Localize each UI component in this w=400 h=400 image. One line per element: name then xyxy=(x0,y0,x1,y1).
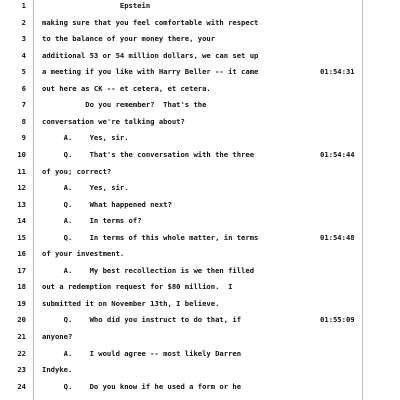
line-number: 9 xyxy=(21,133,26,143)
line-text: A. In terms of? xyxy=(42,216,142,226)
line-text: of you; correct? xyxy=(42,166,112,176)
line-number: 12 xyxy=(17,183,26,193)
transcript-line xyxy=(0,0,400,14)
timestamp: 01:54:48 xyxy=(320,232,355,242)
transcript-line xyxy=(0,147,400,163)
transcript-line xyxy=(0,230,400,246)
line-number: 16 xyxy=(17,249,26,259)
line-text: submitted it on November 13th, I believe. xyxy=(42,298,220,308)
line-number: 22 xyxy=(17,348,26,358)
transcript-line xyxy=(0,362,400,378)
line-text: out here as CK -- et cetera, et cetera. xyxy=(42,83,211,93)
transcript-line xyxy=(0,81,400,97)
line-text: Epstein xyxy=(42,1,151,10)
line-text: Q. Who did you instruct to do that, if xyxy=(42,315,242,325)
transcript-line xyxy=(0,64,400,80)
transcript-line xyxy=(0,180,400,196)
line-text: A. Yes, sir. xyxy=(42,133,129,143)
line-number: 14 xyxy=(17,216,26,226)
transcript-line xyxy=(0,114,400,130)
line-number: 23 xyxy=(17,365,26,375)
transcript-line xyxy=(0,48,400,64)
timestamp: 01:54:44 xyxy=(320,149,355,159)
line-text: A. My best recollection is we then filled xyxy=(42,265,255,275)
line-number: 10 xyxy=(17,149,26,159)
line-number: 2 xyxy=(21,17,26,27)
line-number: 1 xyxy=(21,1,26,10)
transcript-line xyxy=(0,197,400,213)
transcript-line xyxy=(0,329,400,345)
line-number: 13 xyxy=(17,199,26,209)
transcript-line xyxy=(0,246,400,262)
line-text: Q. What happened next? xyxy=(42,199,172,209)
line-text: Do you remember? That's the xyxy=(42,100,207,110)
transcript-line xyxy=(0,15,400,31)
transcript-line xyxy=(0,379,400,395)
line-text: A. I would agree -- most likely Darren xyxy=(42,348,242,358)
line-text: Q. That's the conversation with the three xyxy=(42,149,255,159)
transcript-line xyxy=(0,31,400,47)
line-text: anyone? xyxy=(42,332,73,341)
line-number: 19 xyxy=(17,298,26,308)
line-number: 18 xyxy=(17,282,26,292)
transcript-line xyxy=(0,97,400,113)
line-number: 20 xyxy=(17,315,26,325)
transcript-line xyxy=(0,164,400,180)
line-text: Q. Do you know if he used a form or he xyxy=(42,381,242,391)
timestamp: 01:55:09 xyxy=(320,315,355,325)
transcript-line xyxy=(0,296,400,312)
line-number: 4 xyxy=(21,50,26,60)
transcript-line xyxy=(0,279,400,295)
transcript-line xyxy=(0,263,400,279)
timestamp: 01:54:31 xyxy=(320,67,355,77)
line-number: 24 xyxy=(17,381,26,391)
line-number: 11 xyxy=(17,166,26,176)
transcript-line xyxy=(0,312,400,328)
line-text: Q. In terms of this whole matter, in terms xyxy=(42,232,259,242)
line-text: a meeting if you like with Harry Beller -- it came xyxy=(42,67,259,77)
line-text: making sure that you feel comfortable with respect xyxy=(42,17,259,27)
line-text: of your investment. xyxy=(42,249,125,259)
line-number: 7 xyxy=(21,100,26,110)
line-number: 6 xyxy=(21,83,26,93)
transcript-line xyxy=(0,130,400,146)
transcript-line xyxy=(0,346,400,362)
transcript-line xyxy=(0,213,400,229)
line-number: 3 xyxy=(21,34,26,44)
line-text: to the balance of your money there, your xyxy=(42,34,216,44)
line-number: 5 xyxy=(21,67,26,77)
line-text: out a redemption request for $80 million. I xyxy=(42,282,233,292)
line-number: 15 xyxy=(17,232,26,242)
line-text: conversation we're talking about? xyxy=(42,116,185,126)
line-text: Indyke. xyxy=(42,365,73,375)
line-text: A. Yes, sir. xyxy=(42,183,129,193)
line-number: 17 xyxy=(17,265,26,275)
line-number: 21 xyxy=(17,332,26,341)
line-number: 8 xyxy=(21,116,26,126)
line-text: additional 53 or 54 million dollars, we can set up xyxy=(42,50,259,60)
